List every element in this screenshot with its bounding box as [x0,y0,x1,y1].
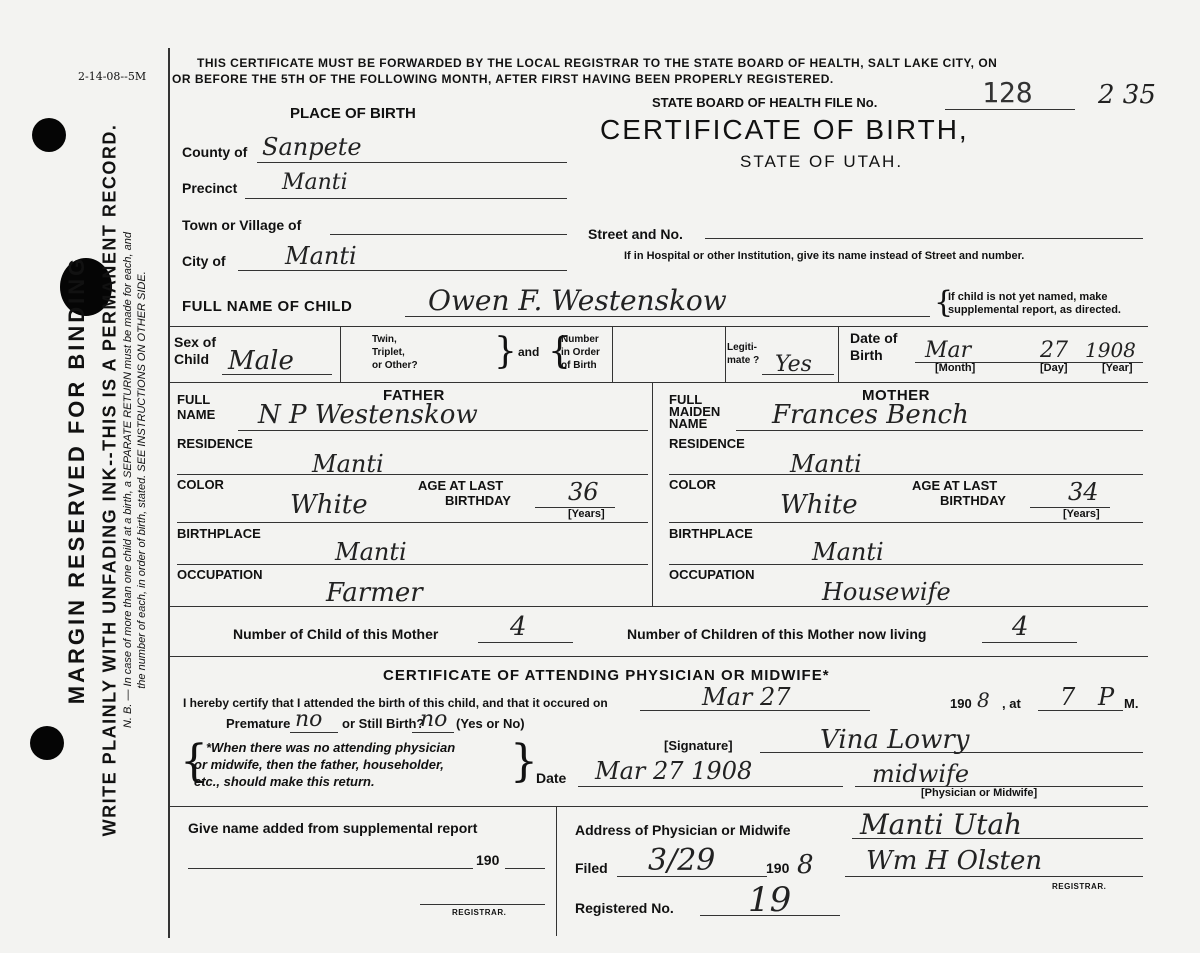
rule-twin-divider [340,326,341,382]
father-birthplace-line [177,564,648,565]
and-label: and [518,345,540,359]
father-name-line [238,430,648,431]
attended-year-prefix: 190 [950,696,972,711]
father-years-caption: [Years] [568,508,605,520]
father-residence-label: RESIDENCE [177,436,253,451]
premature-label: Premature [226,716,291,731]
dob-month-value: Mar [925,338,972,363]
father-name-label: NAME [177,407,216,422]
father-birthplace-label: BIRTHPLACE [177,526,261,541]
supplemental-year-line [505,868,545,869]
role-caption: [Physician or Midwife] [921,787,1038,799]
note-brace-right: } [510,736,538,787]
legitimate-value: Yes [775,352,812,377]
dob-year-caption: [Year] [1102,362,1133,374]
time-value: 7 [1060,683,1076,711]
date-value: Mar 27 1908 [595,757,753,785]
precinct-label: Precinct [182,180,238,196]
registrar-caption: REGISTRAR. [1052,882,1107,891]
father-age-value: 36 [568,478,599,506]
margin-binding-text: MARGIN RESERVED FOR BINDING [64,255,89,705]
father-color-value: White [290,490,368,520]
supplemental-registrar-caption: REGISTRAR. [452,908,507,917]
mother-heading: MOTHER [862,387,930,404]
legit-label-1: Legiti- [727,342,757,353]
attended-year-suffix: 8 [977,688,990,712]
father-age-label-1: AGE AT LAST [418,478,504,493]
legit-line [762,374,834,375]
city-line [238,270,567,271]
form-left-border [168,48,170,938]
mother-age-value: 34 [1068,478,1099,506]
address-value: Manti Utah [860,808,1023,841]
rule-legit-divider [725,326,726,382]
registrar-signature: Wm H Olsten [866,846,1043,876]
binding-hole-bottom [30,726,64,760]
father-birthplace-value: Manti [335,538,407,566]
sex-value: Male [228,346,294,376]
registered-no-label: Registered No. [575,900,674,916]
order-label-1: Number [561,334,599,345]
father-occupation-label: OCCUPATION [177,567,263,582]
father-full-label: FULL [177,392,211,407]
supplemental-label: Give name added from supplemental report [188,820,478,836]
father-residence-line [177,474,648,475]
file-no-label: STATE BOARD OF HEALTH FILE No. [652,95,878,110]
ampm-value: P [1098,683,1115,711]
rule-above-filing [168,806,1148,807]
living-line [982,642,1077,643]
street-line [705,238,1143,239]
date-line [578,786,843,787]
signature-label: [Signature] [664,738,733,753]
attendant-note-line3: etc., should make this return. [194,774,375,789]
rule-above-child-details [168,326,1148,327]
child-name-label: FULL NAME OF CHILD [182,298,353,315]
dob-month-caption: [Month] [935,362,976,374]
county-value: Sanpete [262,133,362,161]
unnamed-note-line1: If child is not yet named, make [948,291,1108,303]
certificate-title: CERTIFICATE OF BIRTH, [600,114,969,145]
father-name-value: N P Westenskow [258,400,478,430]
order-label-3: of Birth [561,360,597,371]
dob-year-value: 1908 [1085,338,1136,362]
filed-label: Filed [575,860,608,876]
hospital-note: If in Hospital or other Institution, give its name instead of Street and number. [624,250,1025,262]
attended-birth-date-value: Mar 27 [702,683,791,711]
mother-color-value: White [780,490,858,520]
mother-full-label: FULL [669,392,703,407]
dob-label-2: Birth [850,347,883,363]
father-color-label: COLOR [177,477,224,492]
attendant-note-line2: or midwife, then the father, householder, [194,757,444,772]
twin-label-1: Twin, [372,334,397,345]
legit-label-2: mate ? [727,355,760,366]
rule-above-counts [168,606,1148,607]
file-no-value: 128 [982,76,1033,109]
dob-day-caption: [Day] [1040,362,1068,374]
sex-label-2: Child [174,351,209,367]
mother-residence-line [669,474,1143,475]
rule-above-parents [168,382,1148,383]
father-heading: FATHER [383,387,445,404]
child-name-value: Owen F. Westenskow [428,284,727,317]
mother-years-caption: [Years] [1063,508,1100,520]
address-label: Address of Physician or Midwife [575,822,791,838]
twin-label-2: Triplet, [372,347,405,358]
twin-label-3: or Other? [372,360,418,371]
town-line [330,234,567,235]
dob-day-value: 27 [1040,338,1068,363]
forwarding-notice-line1: THIS CERTIFICATE MUST BE FORWARDED BY THE LOCAL REGISTRAR TO THE STATE BOARD OF HEALTH, SALT LAKE CITY, ON [197,56,998,70]
mother-occupation-label: OCCUPATION [669,567,755,582]
file-no-line [945,109,1075,110]
margin-nb-note-2: the number of each, in order of birth, stated. SEE INSTRUCTIONS ON OTHER SIDE. [136,271,148,689]
city-label: City of [182,253,226,269]
premature-line [290,732,338,733]
mother-birthplace-value: Manti [812,538,884,566]
mother-age-label-1: AGE AT LAST [912,478,998,493]
street-label: Street and No. [588,226,683,242]
still-birth-line [412,732,454,733]
at-label: , at [1002,696,1021,711]
place-of-birth-heading: PLACE OF BIRTH [290,105,416,122]
registrar-line [845,876,1143,877]
father-residence-value: Manti [312,450,384,478]
certificate-subtitle: STATE OF UTAH. [740,152,904,171]
child-number-value: 4 [510,612,527,642]
rule-dob-divider [838,326,839,382]
mother-color-line [669,522,1143,523]
note-brace-left: { [180,736,208,787]
attendant-heading: CERTIFICATE OF ATTENDING PHYSICIAN OR MIDWIFE* [383,667,830,684]
county-label: County of [182,144,248,160]
certify-text: I hereby certify that I attended the birth of this child, and that it occured on [183,696,608,710]
binding-hole-top [32,118,66,152]
precinct-value: Manti [282,170,348,195]
father-color-line [177,522,648,523]
unnamed-note-brace: { [934,285,954,320]
sex-line [222,374,332,375]
role-value: midwife [872,760,970,788]
corner-note: 2 35 [1098,80,1156,110]
rule-parents-divider [652,382,653,606]
time-line [1038,710,1123,711]
mother-name-label: NAME [669,416,708,431]
mother-name-value: Frances Bench [772,400,969,430]
mother-residence-value: Manti [790,450,862,478]
father-occupation-value: Farmer [326,578,423,608]
mother-maiden-label: MAIDEN [669,404,721,419]
order-brace: { [548,331,571,372]
forwarding-notice-line2: OR BEFORE THE 5TH OF THE FOLLOWING MONTH, AFTER FIRST HAVING BEEN PROPERLY REGISTERED. [172,72,834,86]
twin-brace: } [494,331,517,372]
signature-value: Vina Lowry [820,725,970,755]
unnamed-note-line2: supplemental report, as directed. [948,304,1121,316]
date-label: Date [536,770,567,786]
premature-value: no [295,707,323,732]
mother-age-label-2: BIRTHDAY [940,493,1006,508]
father-age-label-2: BIRTHDAY [445,493,511,508]
dob-label-1: Date of [850,330,898,346]
margin-permanent-record-text: WRITE PLAINLY WITH UNFADING INK--THIS IS A PERMANENT RECORD. [99,123,120,837]
supplemental-name-line [188,868,473,869]
rule-above-attendant [168,656,1148,657]
mother-birthplace-line [669,564,1143,565]
order-label-2: in Order [561,347,600,358]
still-birth-value: no [420,707,448,732]
living-label: Number of Children of this Mother now living [627,626,927,642]
mother-birthplace-label: BIRTHPLACE [669,526,753,541]
child-number-line [478,642,573,643]
living-value: 4 [1012,612,1029,642]
supplemental-registrar-line [420,904,545,905]
county-line [257,162,567,163]
filed-year-prefix: 190 [766,860,790,876]
yes-no-label: (Yes or No) [456,716,525,731]
filed-year-suffix: 8 [797,850,814,880]
rule-order-divider [612,326,613,382]
supplemental-year-prefix: 190 [476,852,500,868]
rule-filing-divider [556,806,557,936]
mother-color-label: COLOR [669,477,716,492]
address-line [852,838,1143,839]
attendant-note-line1: *When there was no attending physician [206,740,456,755]
mother-residence-label: RESIDENCE [669,436,745,451]
margin-nb-note-1: N. B. — In case of more than one child at a birth, a SEPARATE RETURN must be made for each, and [122,231,134,729]
still-birth-label: or Still Birth? [342,716,425,731]
town-label: Town or Village of [182,217,302,233]
precinct-line [245,198,567,199]
form-code: 2-14-08--5M [78,70,147,83]
filed-date-value: 3/29 [648,843,716,878]
mother-name-line [736,430,1143,431]
m-label: M. [1124,696,1139,711]
city-value: Manti [285,242,357,270]
sex-label-1: Sex of [174,334,217,350]
mother-occupation-value: Housewife [822,578,951,606]
registered-no-value: 19 [748,880,792,920]
child-number-label: Number of Child of this Mother [233,626,439,642]
